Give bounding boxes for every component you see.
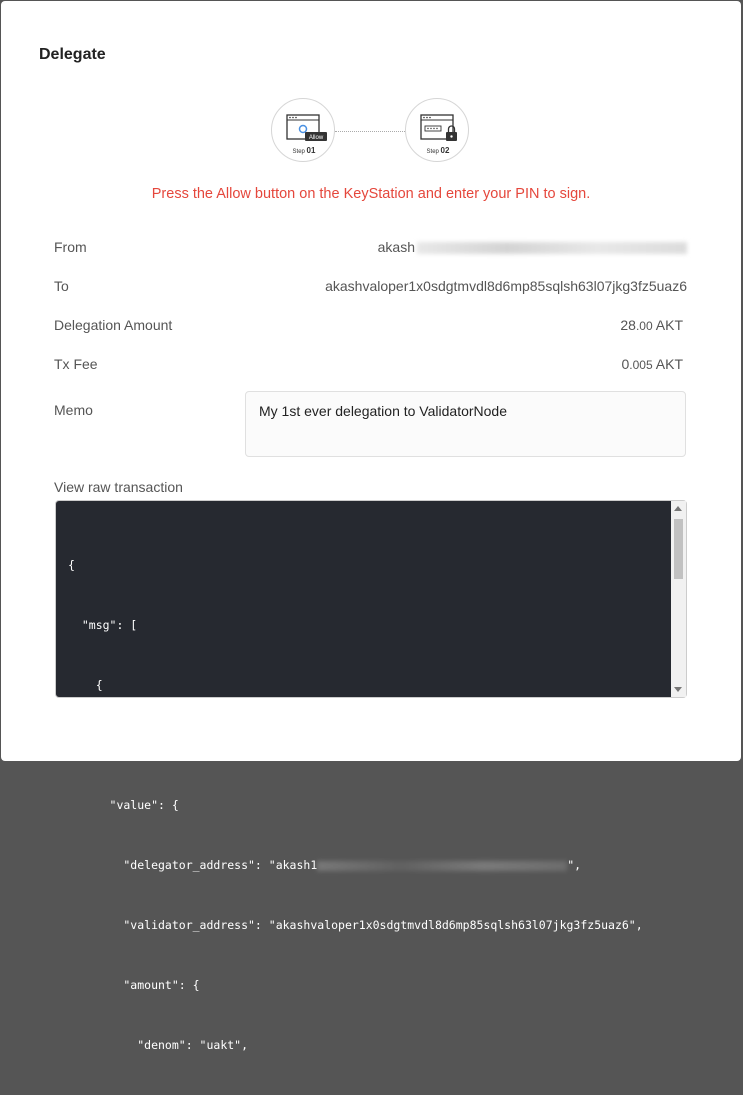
to-value: akashvaloper1x0sdgtmvdl8d6mp85sqlsh63l07jkg3fz5uaz6 [325,278,687,294]
scroll-thumb[interactable] [674,519,683,579]
step-1-indicator [271,98,335,162]
step-2-label [406,146,470,155]
code-line-delegator [68,855,668,875]
delegator-line-suffix: ", [567,858,582,872]
delegator-line-text: "delegator_address": "akash1 [68,858,318,872]
step-1-prefix: Step [292,149,305,155]
step-connector [335,131,405,132]
amount-decimal: .00 [635,319,653,333]
step-1-label [272,146,336,155]
redacted-address [417,242,687,254]
raw-transaction-viewer[interactable] [55,500,687,1052]
code-line: "validator_address": "akashvaloper1x0sdgtmvdl8d6mp85sqlsh63l07jkg3fz5uaz6", [68,918,643,932]
amount-integer: 28 [620,317,636,333]
raw-transaction-code [68,515,668,1095]
delegation-amount-value [620,317,683,333]
delegate-dialog [1,1,741,1052]
code-line: "amount": { [68,978,200,992]
redacted-delegator-address [317,861,567,871]
step-2-indicator [405,98,469,162]
fee-decimal: .005 [629,358,653,372]
code-line: { [68,558,75,572]
amount-unit: AKT [655,317,683,333]
step-2-number: 02 [440,146,450,155]
from-label: From [54,239,87,255]
tx-fee-value [621,356,683,372]
sign-steps [271,98,481,168]
tx-fee-label: Tx Fee [54,356,98,372]
view-raw-transaction-label: View raw transaction [54,479,183,495]
delegation-amount-label: Delegation Amount [54,317,173,333]
fee-unit: AKT [655,356,683,372]
allow-button-icon-label: Allow [308,135,324,141]
code-scrollbar[interactable] [671,501,686,697]
step-2-prefix: Step [426,149,439,155]
code-line: "msg": [ [68,618,138,632]
code-line: "denom": "uakt", [68,1038,249,1052]
to-label: To [54,278,69,294]
code-line: { [68,678,103,692]
from-address-prefix: akash [377,239,415,255]
code-line: "value": { [68,798,179,812]
from-value [378,239,687,255]
code-line: "type": "cosmos-sdk/MsgDelegate", [68,738,339,752]
sign-instruction: Press the Allow button on the KeyStation and enter your PIN to sign. [151,186,591,202]
fee-integer: 0 [621,356,630,372]
memo-field[interactable]: My 1st ever delegation to ValidatorNode [245,391,686,457]
scroll-down-icon[interactable] [674,687,682,692]
memo-label: Memo [54,402,93,418]
scroll-up-icon[interactable] [674,506,682,511]
dialog-title: Delegate [39,46,106,63]
step-1-number: 01 [306,146,316,155]
